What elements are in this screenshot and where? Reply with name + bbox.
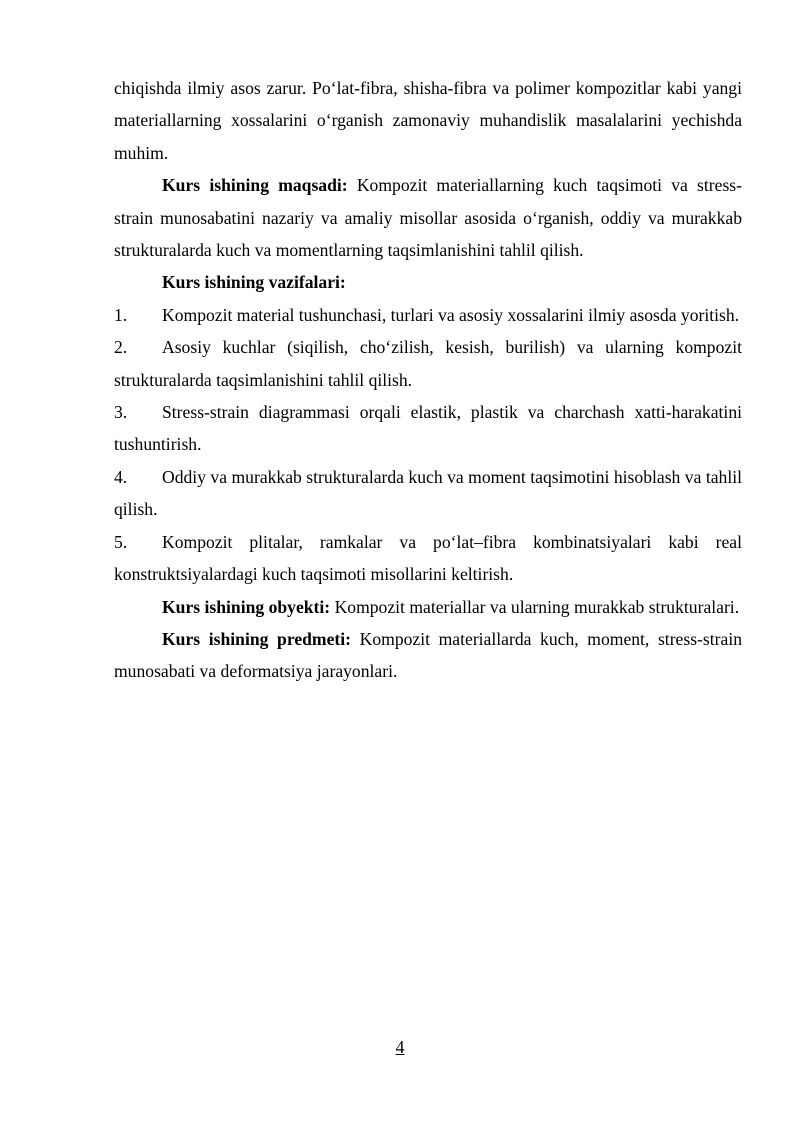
task-item-4 — [114, 461, 742, 526]
task-item-3 — [114, 396, 742, 461]
task-number: 5. — [114, 531, 128, 552]
document-body — [114, 72, 742, 688]
task-number: 2. — [114, 337, 128, 358]
task-text: Kompozit material tushunchasi, turlari va asosiy xossalarini ilmiy asosda yoritish. — [162, 304, 740, 325]
task-item-2 — [114, 331, 742, 396]
task-item-5 — [114, 526, 742, 591]
subject-text: Kompozit materiallarda kuch, moment, stress-strain munosabati va deformatsiya jarayonlari. — [114, 628, 743, 682]
object-label: Kurs ishining obyekti: — [162, 596, 331, 617]
subject-label: Kurs ishining predmeti: — [162, 628, 351, 649]
intro-paragraph: chiqishda ilmiy asos zarur. Po‘lat-fibra, shisha-fibra va polimer kompozitlar kabi yangi materiallarning xossalarini o‘rganish zamonaviy muhandislik masalalarini yechishda muhim. — [114, 78, 742, 163]
task-number: 3. — [114, 402, 128, 423]
task-text: Asosiy kuchlar (siqilish, cho‘zilish, kesish, burilish) va ularning kompozit strukturalarda taqsimlanishini tahlil qilish. — [114, 337, 742, 390]
goal-paragraph — [114, 169, 742, 266]
task-number: 4. — [114, 466, 128, 487]
task-text: Oddiy va murakkab strukturalarda kuch va moment taqsimotini hisoblash va tahlil qilish. — [114, 466, 742, 520]
page-number: 4 — [395, 1037, 405, 1057]
subject-paragraph — [114, 623, 742, 688]
task-text: Stress-strain diagrammasi orqali elastik, plastik va charchash xatti-harakatini tushuntirish. — [114, 402, 742, 455]
object-paragraph — [114, 591, 742, 623]
task-text: Kompozit plitalar, ramkalar va po‘lat–fibra kombinatsiyalari kabi real konstruktsiyalardagi kuch taqsimoti misollarini keltirish. — [114, 531, 742, 585]
task-number: 1. — [114, 304, 128, 325]
object-text: Kompozit materiallar va ularning murakkab strukturalari. — [330, 596, 740, 617]
tasks-heading: Kurs ishining vazifalari: — [162, 272, 346, 293]
goal-text: Kompozit materiallarning kuch taqsimoti va stress-strain munosabatini nazariy va amaliy misollar asosida o‘rganish, oddiy va murakkab strukturalarda kuch va momentlarning taqsimlanishini tahlil qilish. — [114, 175, 743, 261]
task-item-1 — [114, 299, 742, 331]
goal-label: Kurs ishining maqsadi: — [162, 175, 348, 196]
